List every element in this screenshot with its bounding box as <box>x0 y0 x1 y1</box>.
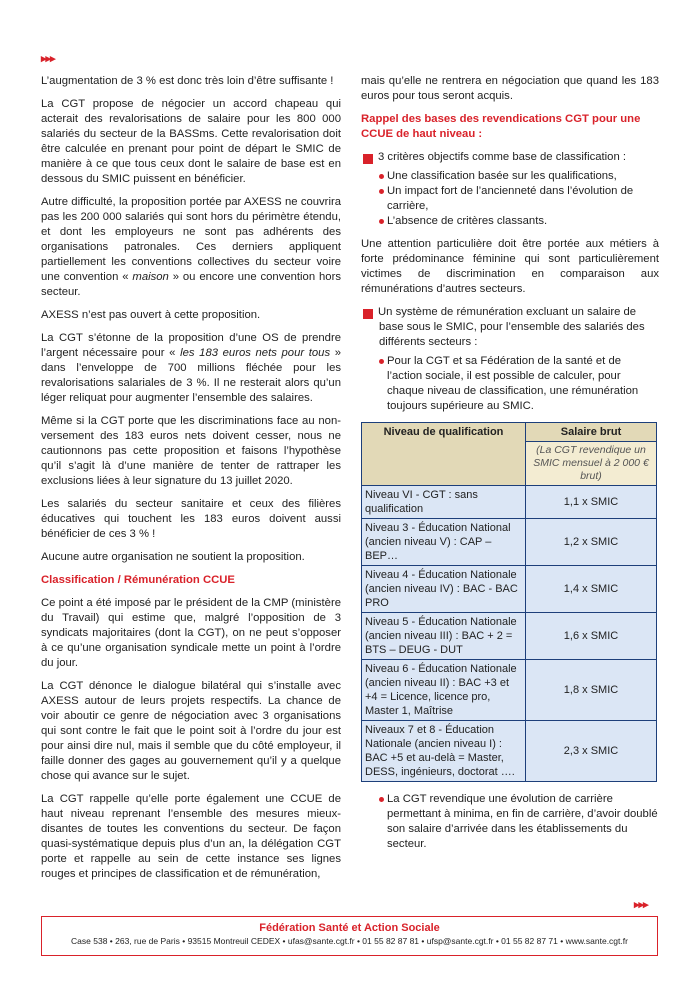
paragraph: La CGT dénonce le dialogue bilatéral qui s’installe avec AXESS autour de leurs projets respectifs. La chance de voir aboutir ce genre de négociation avec 3 organisations qui sont contre le fait que le point soit à l’ordre du jour est pour ainsi dire nul, mais il semble que du côté employeur, il faille donner des gages au gouvernement qu’il y a quelque chose qui avance sur le sujet. <box>41 680 341 782</box>
qualification-table <box>361 422 657 782</box>
table-row <box>362 519 657 566</box>
salary-cell: 1,8 x SMIC <box>526 660 657 721</box>
remuneration-list <box>379 354 659 414</box>
section-heading: Classification / Rémunération CCUE <box>41 574 235 586</box>
paragraph <box>41 195 341 300</box>
text: Autre difficulté, la proposition portée par AXESS ne couvrira pas les 200 000 salariés qui sont hors du périmètre étendu, et dont les employeurs ne sont pas adhérents des organisations patronales. Ces derniers appliquent partiellement les conventions collectives du secteur voire une convention « <box>41 196 341 283</box>
paragraph: La CGT propose de négocier un accord chapeau qui acterait des revalorisations de salaire pour les 800 000 salariés du secteur de la BASSms. Cette revalorisation doit être calculée en prenant pour point de départ le SMIC de manière à ce que tous ceux dont le salaire de base est en dessous du SMIC puissent en bénéficier. <box>41 98 341 185</box>
table-row <box>362 613 657 660</box>
paragraph: Ce point a été imposé par le président de la CMP (ministère du Travail) qui estime que, malgré l’opposition de 3 syndicats majoritaires (dont la CGT), on ne peut s’opposer à ce qu’une organisation syndicale mette un point à l’ordre du jour. <box>41 597 341 669</box>
table-row <box>362 721 657 782</box>
federation-address: Case 538 • 263, rue de Paris • 93515 Montreuil CEDEX • ufas@sante.cgt.fr • 01 55 82 87 81 • ufsp@sante.cgt.fr • 01 55 82 87 71 • www.sante.cgt.fr <box>71 936 628 946</box>
emphasis: les 183 euros nets pour tous <box>180 347 331 359</box>
salary-cell: 1,6 x SMIC <box>526 613 657 660</box>
paragraph <box>41 331 341 406</box>
table-header-row <box>362 423 657 442</box>
paragraph: Une attention particulière doit être portée aux métiers à forte prédominance féminine qui sont particulièrement victimes de discrimination en comparaison aux rémunérations d’autres secteurs. <box>361 238 659 295</box>
level-cell: Niveau 3 - Éducation National (ancien niveau V) : CAP –BEP… <box>362 519 526 566</box>
career-list <box>379 792 659 852</box>
table-row <box>362 660 657 721</box>
square-arrow-icon: ▸ <box>363 154 373 164</box>
level-cell: Niveau 4 - Éducation Nationale (ancien niveau IV) : BAC - BAC PRO <box>362 566 526 613</box>
footer-box <box>41 916 658 956</box>
level-cell: Niveaux 7 et 8 - Éducation Nationale (ancien niveau I) : BAC +5 et au-delà = Master, DESS, ingénieurs, doctorat …. <box>362 721 526 782</box>
arrow-marker-top: ▸▸▸ <box>41 53 55 65</box>
right-column <box>357 74 659 860</box>
salary-note: (La CGT revendique un SMIC mensuel à 2 000 € brut) <box>526 442 657 486</box>
remuneration-item <box>357 305 659 350</box>
paragraph: L’augmentation de 3 % est donc très loin d’être suffisante ! <box>41 75 334 87</box>
item-text: 3 critères objectifs comme base de classification : <box>378 151 627 163</box>
paragraph: mais qu’elle ne rentrera en négociation que quand les 183 euros pour tous seront acquis. <box>361 75 659 102</box>
emphasis: maison <box>132 271 169 283</box>
paragraph: Même si la CGT porte que les discriminations face au non-versement des 183 euros nets doivent cesser, nous ne cautionnons pas cette proposition et faisons l’hypothèse qu’il s’agit là d’une manière de tenter de rattraper les exclusions liées à leur signature du 13 juillet 2020. <box>41 415 341 487</box>
list-item: Pour la CGT et sa Fédération de la santé et de l’action sociale, il est possible de calculer, pour chaque niveau de classification, une rémunération toujours supérieure au SMIC. <box>379 354 659 414</box>
item-text: Un système de rémunération excluant un salaire de base sous le SMIC, pour l’ensemble des salariés des différents secteurs : <box>378 306 645 348</box>
text: » ou encore une convention hors secteur. <box>41 271 341 298</box>
level-cell: Niveau 5 - Éducation Nationale (ancien niveau III) : BAC + 2 = BTS – DEUG - DUT <box>362 613 526 660</box>
paragraph: AXESS n’est pas ouvert à cette proposition. <box>41 309 261 321</box>
list-item: La CGT revendique une évolution de carrière permettant à minima, en fin de carrière, d’avoir doublé son salaire d’arrivée dans les établissements du secteur. <box>379 792 659 852</box>
paragraph: Aucune autre organisation ne soutient la proposition. <box>41 551 305 563</box>
salary-cell: 1,1 x SMIC <box>526 486 657 519</box>
criteria-list <box>379 169 659 229</box>
list-item: Un impact fort de l’ancienneté dans l’évolution de carrière, <box>379 184 659 214</box>
paragraph: La CGT rappelle qu’elle porte également une CCUE de haut niveau reprenant l’ensemble des mesures mieux-disantes de toutes les conventions du secteur. De façon quasi-systématique depuis plus d’un an, la délégation CGT porte et rappelle au sein de cette instance ses lignes rouges et principes de classification et de rémunération, <box>41 793 341 880</box>
salary-cell: 1,4 x SMIC <box>526 566 657 613</box>
list-item: Une classification basée sur les qualifications, <box>379 169 659 184</box>
level-cell: Niveau 6 - Éducation Nationale (ancien niveau II) : BAC +3 et +4 = Licence, licence pro, Master 1, Maîtrise <box>362 660 526 721</box>
salary-cell: 1,2 x SMIC <box>526 519 657 566</box>
arrow-marker-bottom: ▸▸▸ <box>634 899 648 911</box>
header-salary: Salaire brut <box>526 423 657 442</box>
table-row <box>362 566 657 613</box>
header-level: Niveau de qualification <box>362 423 526 486</box>
paragraph: Les salariés du secteur sanitaire et ceux des filières éducatives qui touchent les 183 euros doivent aussi bénéficier de ces 3 % ! <box>41 498 341 540</box>
level-cell: Niveau VI - CGT : sans qualification <box>362 486 526 519</box>
text: La CGT s’étonne de la proposition d’une OS de prendre l’argent nécessaire pour « <box>41 332 341 359</box>
salary-cell: 2,3 x SMIC <box>526 721 657 782</box>
table-row <box>362 486 657 519</box>
list-item: L’absence de critères classants. <box>379 214 659 229</box>
text: » dans l’enveloppe de 700 millions fléchée pour les revalorisations salariales de 3 %. Il ne resterait alors qu’un léger reliquat pour augmenter l’ensemble des salaires. <box>41 347 342 404</box>
section-heading: Rappel des bases des revendications CGT pour une CCUE de haut niveau : <box>361 113 641 140</box>
left-column <box>41 74 341 890</box>
federation-name: Fédération Santé et Action Sociale <box>259 922 440 934</box>
criteria-item <box>357 150 659 165</box>
square-arrow-icon: ▸ <box>363 309 373 319</box>
